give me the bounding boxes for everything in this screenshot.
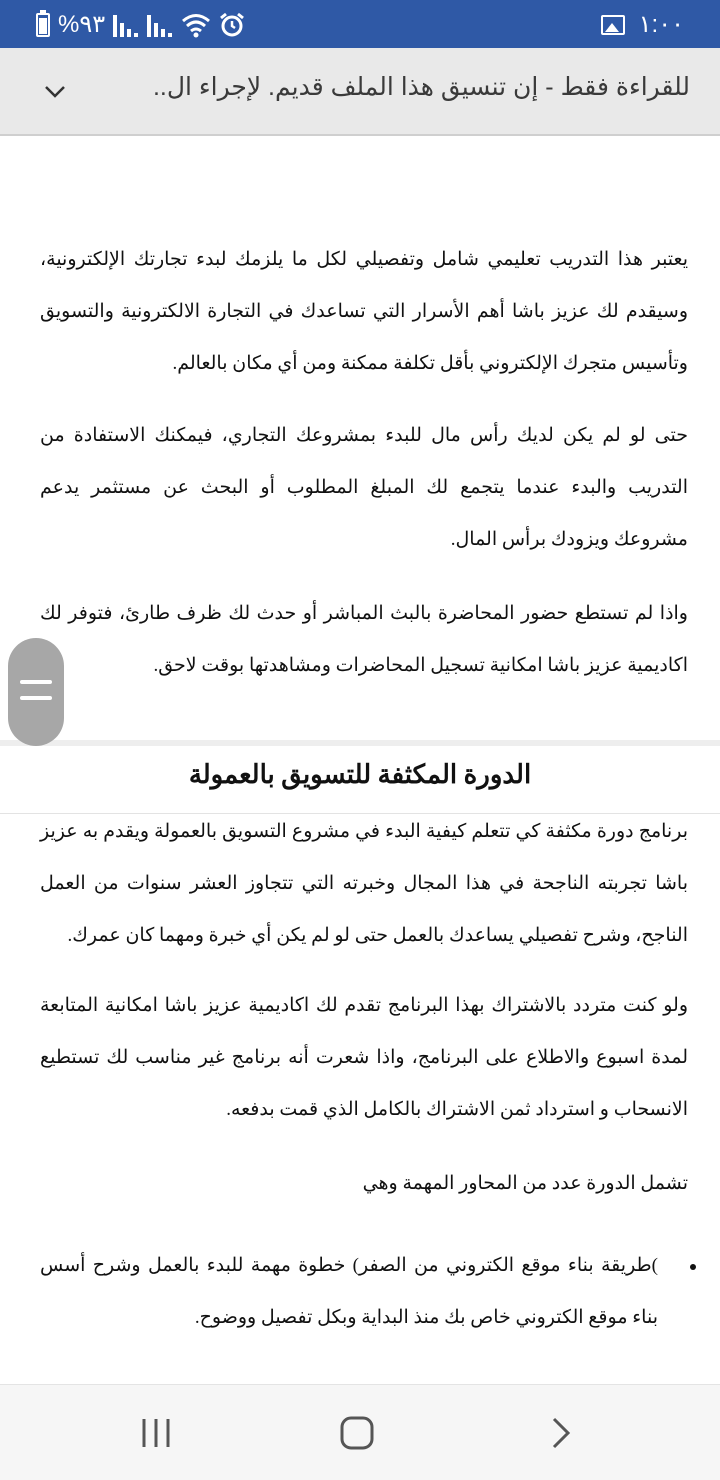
- status-bar-left: [36, 10, 245, 39]
- read-only-banner-text: للقراءة فقط - إن تنسيق هذا الملف قديم. لإجراء ال..: [152, 73, 690, 101]
- recent-apps-icon[interactable]: [136, 1415, 176, 1451]
- grip-line: [20, 680, 52, 684]
- image-icon: [601, 15, 625, 35]
- list-item: [40, 1240, 688, 1344]
- back-icon[interactable]: [540, 1415, 580, 1451]
- alarm-icon: [219, 12, 245, 38]
- home-icon[interactable]: [337, 1415, 377, 1451]
- paragraph: ولو كنت متردد بالاشتراك بهذا البرنامج تقدم لك اكاديمية عزيز باشا امكانية المتابعة لمدة اسبوع والاطلاع على البرنامج، واذا شعرت أنه برنامج غير مناسب لك تستطيع الانسحاب و استرداد ثمن الاشتراك بالكامل الذي قمت بدفعه.: [40, 995, 688, 1120]
- paragraph: تشمل الدورة عدد من المحاور المهمة وهي: [362, 1173, 688, 1194]
- wifi-icon: [181, 12, 211, 38]
- chevron-down-icon[interactable]: [42, 78, 68, 104]
- document-view[interactable]: [0, 138, 720, 1384]
- read-only-banner[interactable]: [0, 48, 720, 136]
- section-heading-band: [0, 740, 720, 814]
- paragraph: يعتبر هذا التدريب تعليمي شامل وتفصيلي لكل ما يلزمك لبدء تجارتك الإلكترونية، وسيقدم لك عزيز باشا أهم الأسرار التي تساعدك في التجارة الالكترونية والتسويق وتأسيس متجرك الإلكتروني بأقل تكلفة ممكنة ومن أي مكان بالعالم.: [40, 249, 688, 374]
- grip-line: [20, 696, 52, 700]
- navigation-bar: [0, 1384, 720, 1480]
- section-heading: الدورة المكثفة للتسويق بالعمولة: [188, 760, 532, 789]
- signal-icon: [113, 13, 139, 37]
- status-bar: [0, 0, 720, 48]
- fast-scroll-handle[interactable]: [8, 638, 64, 746]
- paragraph: حتى لو لم يكن لديك رأس مال للبدء بمشروعك التجاري، فيمكنك الاستفادة من التدريب والبدء عندما يتجمع لك المبلغ المطلوب أو البحث عن مستثمر يدعم مشروعك ويزودك برأس المال.: [40, 425, 688, 550]
- bullet-icon: [690, 1264, 696, 1270]
- paragraph: برنامج دورة مكثفة كي تتعلم كيفية البدء في مشروع التسويق بالعمولة ويقدم به عزيز باشا تجربته الناجحة في هذا المجال وخبرته التي تتجاوز العشر سنوات من العمل الناجح، وشرح تفصيلي يساعدك بالعمل حتى لو لم يكن أي خبرة ومهما كان عمرك.: [40, 821, 688, 946]
- list-item-text: )طريقة بناء موقع الكتروني من الصفر) خطوة مهمة للبدء بالعمل وشرح أسس بناء موقع الكتروني خاص بك منذ البداية وبكل تفصيل ووضوح.: [40, 1255, 658, 1328]
- signal-icon: [147, 13, 173, 37]
- battery-percent: %٩٣: [58, 11, 106, 38]
- status-bar-right: [601, 10, 684, 39]
- clock: ١:٠٠: [638, 11, 684, 38]
- paragraph: واذا لم تستطع حضور المحاضرة بالبث المباشر أو حدث لك ظرف طارئ، فتوفر لك اكاديمية عزيز باشا امكانية تسجيل المحاضرات ومشاهدتها بوقت لاحق.: [40, 603, 688, 676]
- battery-icon: [36, 13, 50, 37]
